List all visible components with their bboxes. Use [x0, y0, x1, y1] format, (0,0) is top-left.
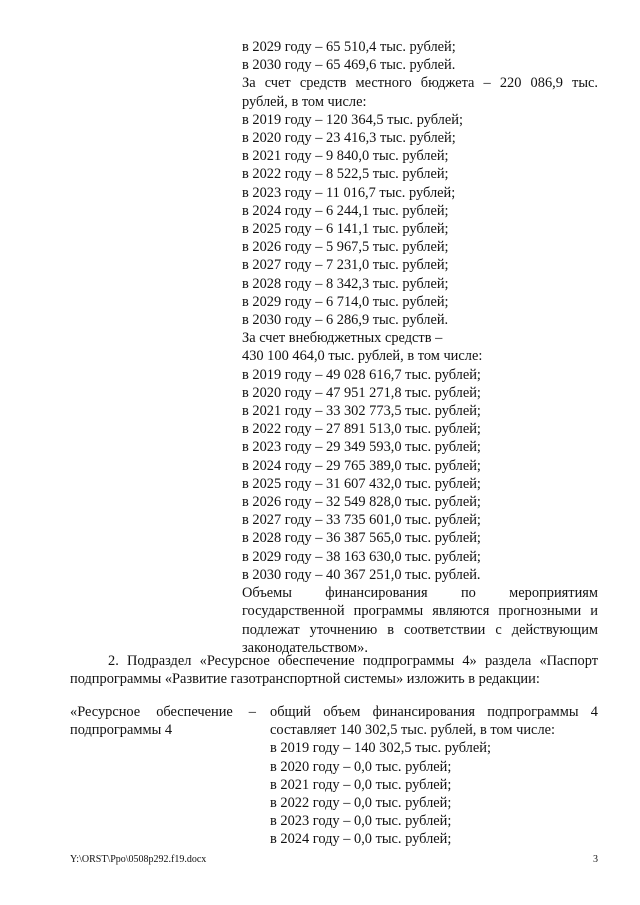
funding-line: в 2026 году – 32 549 828,0 тыс. рублей;: [242, 494, 481, 511]
funding-line: в 2030 году – 6 286,9 тыс. рублей.: [242, 312, 449, 329]
funding-line: в 2027 году – 33 735 601,0 тыс. рублей;: [242, 512, 481, 529]
funding-line: в 2029 году – 6 714,0 тыс. рублей;: [242, 293, 449, 310]
funding-line: в 2024 году – 0,0 тыс. рублей;: [270, 831, 452, 848]
funding-line: За счет средств местного бюджета – 220 086,9 тыс.: [242, 75, 598, 92]
funding-line: в 2022 году – 8 522,5 тыс. рублей;: [242, 166, 449, 183]
section-2-paragraph: 2. Подраздел «Ресурсное обеспечение подпрограммы 4» раздела «Паспорт подпрограммы «Развитие газотранспортной системы» изложить в редакции:: [70, 653, 598, 688]
funding-line: 430 100 464,0 тыс. рублей, в том числе:: [242, 348, 483, 365]
funding-line: в 2021 году – 0,0 тыс. рублей;: [270, 776, 452, 793]
funding-line: в 2026 году – 5 967,5 тыс. рублей;: [242, 239, 449, 256]
funding-line: в 2020 году – 0,0 тыс. рублей;: [270, 758, 452, 775]
funding-line: в 2023 году – 11 016,7 тыс. рублей;: [242, 184, 456, 201]
funding-line: в 2027 году – 7 231,0 тыс. рублей;: [242, 257, 449, 274]
funding-line: рублей, в том числе:: [242, 93, 367, 110]
funding-line: в 2029 году – 65 510,4 тыс. рублей;: [242, 39, 456, 55]
funding-line: в 2023 году – 29 349 593,0 тыс. рублей;: [242, 439, 481, 456]
page-number: 3: [593, 854, 598, 865]
funding-line: в 2024 году – 6 244,1 тыс. рублей;: [242, 202, 449, 219]
funding-line: общий объем финансирования подпрограммы 4: [270, 704, 598, 720]
funding-list: [242, 38, 598, 657]
funding-line: в 2019 году – 120 364,5 тыс. рублей;: [242, 111, 463, 128]
resource-label-line: «Ресурсное обеспечение –: [70, 704, 256, 720]
subprogram-4-funding: [270, 703, 598, 849]
closing-paragraph: Объемы финансирования по мероприятиям государственной программы являются прогнозными и подлежат уточнению в соответствии с действующим законодательством».: [242, 585, 598, 656]
footer-file-path: Y:\ORST\Ppo\0508p292.f19.docx: [70, 854, 207, 865]
resource-label: [70, 703, 256, 739]
funding-line: в 2021 году – 9 840,0 тыс. рублей;: [242, 148, 449, 165]
resource-label-line: подпрограммы 4: [70, 722, 173, 739]
funding-line: в 2019 году – 140 302,5 тыс. рублей;: [270, 740, 491, 757]
funding-line: составляет 140 302,5 тыс. рублей, в том числе:: [270, 722, 556, 739]
funding-line: в 2022 году – 27 891 513,0 тыс. рублей;: [242, 421, 481, 438]
funding-line: в 2025 году – 6 141,1 тыс. рублей;: [242, 221, 449, 238]
funding-line: в 2029 году – 38 163 630,0 тыс. рублей;: [242, 548, 481, 565]
funding-line: За счет внебюджетных средств –: [242, 330, 443, 347]
funding-line: в 2019 году – 49 028 616,7 тыс. рублей;: [242, 366, 481, 383]
funding-line: в 2024 году – 29 765 389,0 тыс. рублей;: [242, 457, 481, 474]
funding-line: в 2028 году – 8 342,3 тыс. рублей;: [242, 275, 449, 292]
funding-line: в 2021 году – 33 302 773,5 тыс. рублей;: [242, 403, 481, 420]
funding-line: в 2020 году – 23 416,3 тыс. рублей;: [242, 130, 456, 147]
funding-line: в 2030 году – 40 367 251,0 тыс. рублей.: [242, 566, 481, 583]
funding-line: в 2025 году – 31 607 432,0 тыс. рублей;: [242, 475, 481, 492]
funding-line: в 2022 году – 0,0 тыс. рублей;: [270, 795, 452, 812]
funding-line: в 2020 году – 47 951 271,8 тыс. рублей;: [242, 384, 481, 401]
funding-line: в 2030 году – 65 469,6 тыс. рублей.: [242, 57, 456, 74]
funding-line: в 2028 году – 36 387 565,0 тыс. рублей;: [242, 530, 481, 547]
funding-line: в 2023 году – 0,0 тыс. рублей;: [270, 813, 452, 830]
